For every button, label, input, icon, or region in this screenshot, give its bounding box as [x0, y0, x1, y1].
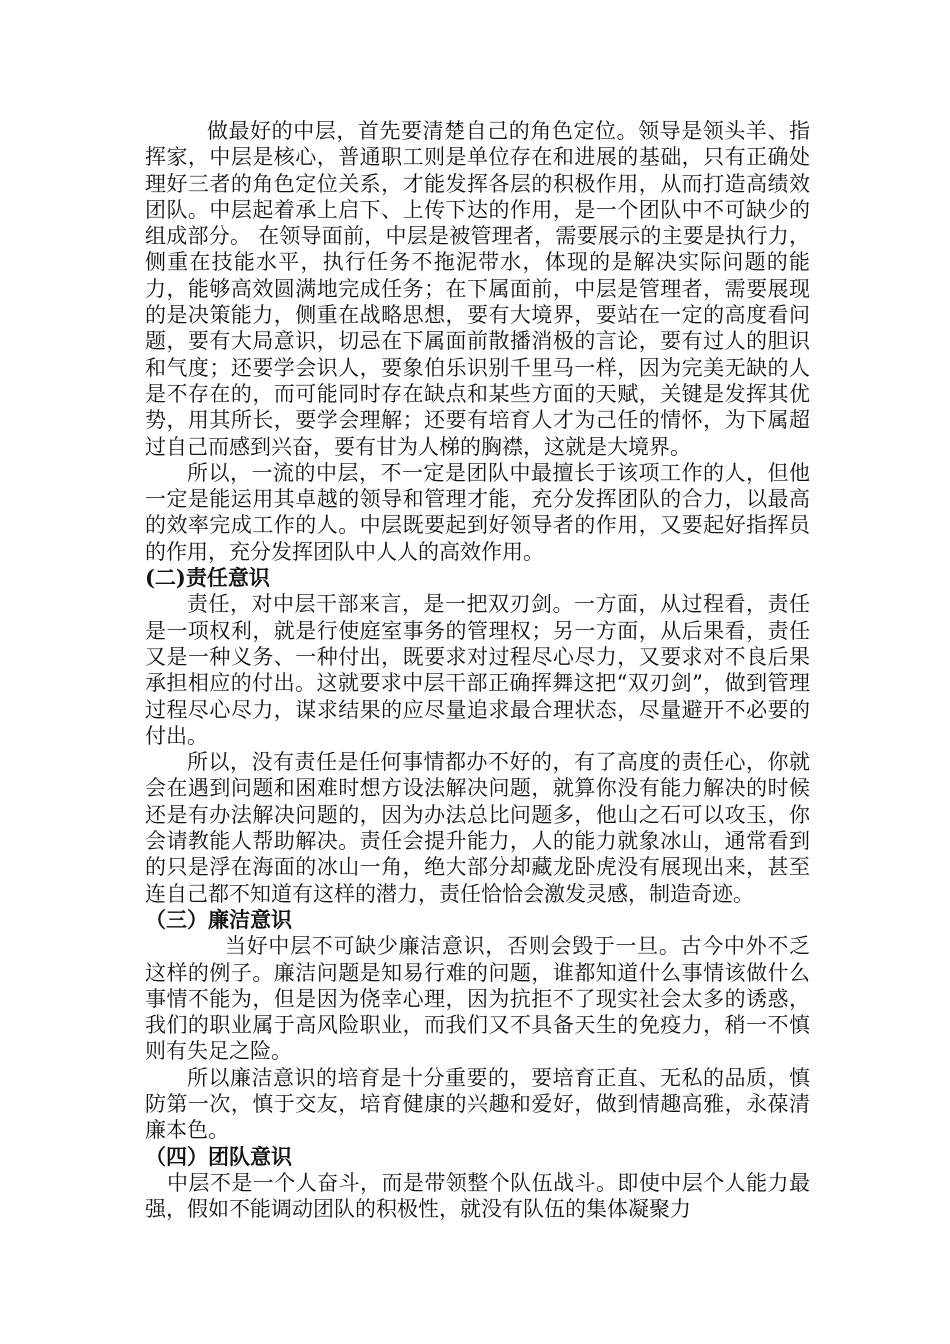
document-body: [145, 118, 810, 1222]
paragraph-integrity-cultivation: 所以廉洁意识的培育是十分重要的，要培育正直、无私的品质，慎防第一次，慎于交友，培育健康的兴趣和爱好，做到情趣高雅，永葆清廉本色。: [145, 1065, 810, 1143]
paragraph-responsibility-ability: 所以，没有责任是任何事情都办不好的，有了高度的责任心，你就会在遇到问题和困难时想方设法解决问题，就算你没有能力解决的时候还是有办法解决问题的，因为办法总比问题多，他山之石可以攻玉，你会请教能人帮助解决。责任会提升能力，人的能力就象冰山，通常看到的只是浮在海面的冰山一角，绝大部分却藏龙卧虎没有展现出来，甚至连自己都不知道有这样的潜力，责任恰恰会激发灵感，制造奇迹。: [145, 750, 810, 906]
paragraph-integrity-risk: 当好中层不可缺少廉洁意识，否则会毁于一旦。古今中外不乏这样的例子。廉洁问题是知易行难的问题，谁都知道什么事情该做什么事情不能为，但是因为侥幸心理，因为抗拒不了现实社会太多的诱惑，我们的职业属于高风险职业，而我们又不具备天生的免疫力，稍一不慎则有失足之险。: [145, 934, 810, 1064]
paragraph-responsibility-sword: 责任，对中层干部来言，是一把双刃剑。一方面，从过程看，责任是一项权利，就是行使庭室事务的管理权；另一方面，从后果看，责任又是一种义务、一种付出，既要求对过程尽心尽力，又要求对不良后果承担相应的付出。这就要求中层干部正确挥舞这把“双刃剑”，做到管理过程尽心尽力，谋求结果的应尽量追求最合理状态，尽量避开不必要的付出。: [145, 592, 810, 748]
paragraph-role-positioning: 做最好的中层，首先要清楚自己的角色定位。领导是领头羊、指挥家，中层是核心，普通职工则是单位存在和进展的基础，只有正确处理好三者的角色定位关系，才能发挥各层的积极作用，从而打造高绩效团队。中层起着承上启下、上传下达的作用，是一个团队中不可缺少的组成部分。 在领导面前，中层是被管理者，需要展示的主要是执行力，侧重在技能水平，执行任务不拖泥带水，体现的是解决实际问题的能力，能够高效圆满地完成任务；在下属面前，中层是管理者，需要展现的是决策能力，侧重在战略思想，要有大境界，要站在一定的高度看问题，要有大局意识，切忌在下属面前散播消极的言论，要有过人的胆识和气度；还要学会识人，要象伯乐识别千里马一样，因为完美无缺的人是不存在的，而可能同时存在缺点和某些方面的天赋，关键是发挥其优势，用其所长，要学会理解；还要有培育人才为己任的情怀，为下属超过自己而感到兴奋，要有甘为人梯的胸襟，这就是大境界。: [145, 119, 810, 459]
section-heading-integrity: （三）廉洁意识: [145, 906, 292, 932]
paragraph-teamwork: 中层不是一个人奋斗，而是带领整个队伍战斗。即使中层个人能力最强，假如不能调动团队的积极性，就没有队伍的集体凝聚力: [145, 1170, 810, 1222]
paragraph-first-class-middle-manager: 所以，一流的中层，不一定是团队中最擅长于该项工作的人，但他一定是能运用其卓越的领导和管理才能，充分发挥团队的合力，以最高的效率完成工作的人。中层既要起到好领导者的作用，又要起好指挥员的作用，充分发挥团队中人人的高效作用。: [145, 460, 810, 564]
section-heading-teamwork: （四）团队意识: [145, 1143, 292, 1169]
section-heading-responsibility: (二)责任意识: [145, 565, 270, 591]
